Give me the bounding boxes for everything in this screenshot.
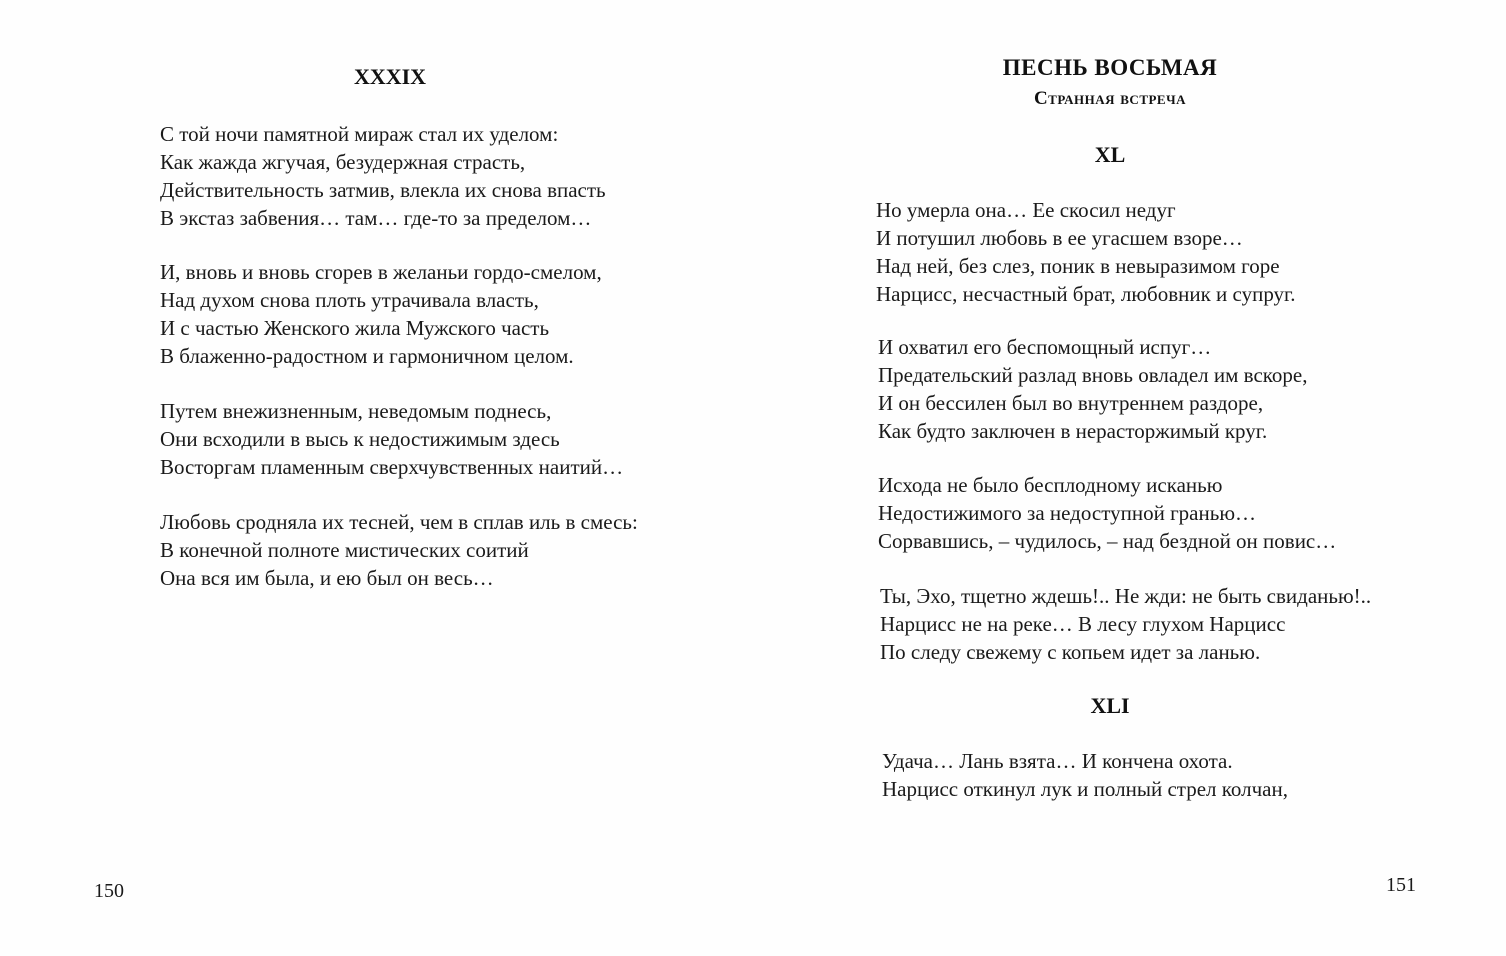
stanza (876, 196, 1296, 308)
stanza (880, 582, 1371, 666)
verse-line: Как жажда жгучая, безудержная страсть, (160, 150, 526, 174)
verse-line: Сорвавшись, – чудилось, – над бездной он повис… (878, 529, 1337, 553)
verse-line: Как будто заключен в нерасторжимый круг. (878, 419, 1268, 443)
right-page (740, 0, 1506, 956)
chapter-title: ПЕСНЬ ВОСЬМАЯ (1002, 55, 1218, 80)
verse-line: Она вся им была, и ею был он весь… (160, 566, 494, 590)
verse-line: Нарцисс откинул лук и полный стрел колчан, (882, 777, 1288, 801)
verse-line: Нарцисс, несчастный брат, любовник и супруг. (876, 282, 1296, 306)
verse-line: Любовь сродняла их тесней, чем в сплав иль в смесь: (160, 510, 638, 534)
verse-line: Нарцисс не на реке… В лесу глухом Нарцисс (880, 612, 1286, 636)
verse-line: Предательский разлад вновь овладел им вскоре, (878, 363, 1308, 387)
verse-line: И с частью Женского жила Мужского часть (160, 316, 550, 340)
verse-line: Но умерла она… Ее скосил недуг (876, 198, 1176, 222)
verse-line: И потушил любовь в ее угасшем взоре… (876, 226, 1243, 250)
chapter-subtitle: Странная встреча (1033, 88, 1187, 109)
verse-line: По следу свежему с копьем идет за ланью. (880, 640, 1261, 664)
section-title-xxxix: XXXIX (353, 64, 427, 89)
verse-line: И он бессилен был во внутреннем раздоре, (878, 391, 1264, 415)
verse-line: В экстаз забвения… там… где-то за пределом… (160, 206, 592, 230)
verse-line: Удача… Лань взята… И кончена охота. (882, 749, 1233, 773)
verse-line: Ты, Эхо, тщетно ждешь!.. Не жди: не быть свиданью!.. (880, 584, 1372, 608)
verse-line: Над ней, без слез, поник в невыразимом горе (876, 254, 1280, 278)
verse-line: Восторгам пламенным сверхчувственных наитий… (160, 455, 624, 479)
verse-line: Недостижимого за недоступной гранью… (878, 501, 1257, 525)
verse-line: В конечной полноте мистических соитий (160, 538, 529, 562)
page-number: 150 (94, 880, 124, 902)
verse-line: С той ночи памятной мираж стал их уделом: (160, 122, 559, 146)
verse-line: В блаженно-радостном и гармоничном целом. (160, 344, 574, 368)
section-title-xli: XLI (1090, 693, 1130, 718)
stanza (160, 397, 623, 481)
verse-line: Над духом снова плоть утрачивала власть, (160, 288, 539, 312)
verse-line: Путем внежизненным, неведомым поднесь, (160, 399, 552, 423)
left-page (0, 0, 740, 956)
stanza (882, 747, 1288, 803)
verse-line: Они всходили в высь к недостижимым здесь (160, 427, 560, 451)
stanza (878, 333, 1308, 445)
stanza (878, 471, 1336, 555)
stanza (160, 508, 638, 592)
verse-line: Действительность затмив, влекла их снова впасть (160, 178, 606, 202)
verse-line: И охватил его беспомощный испуг… (878, 335, 1212, 359)
stanza (160, 258, 602, 370)
page-number: 151 (1386, 874, 1416, 896)
section-title-xl: XL (1094, 142, 1126, 167)
verse-line: И, вновь и вновь сгорев в желаньи гордо-смелом, (160, 260, 602, 284)
stanza (160, 120, 606, 232)
verse-line: Исхода не было бесплодному исканью (878, 473, 1223, 497)
